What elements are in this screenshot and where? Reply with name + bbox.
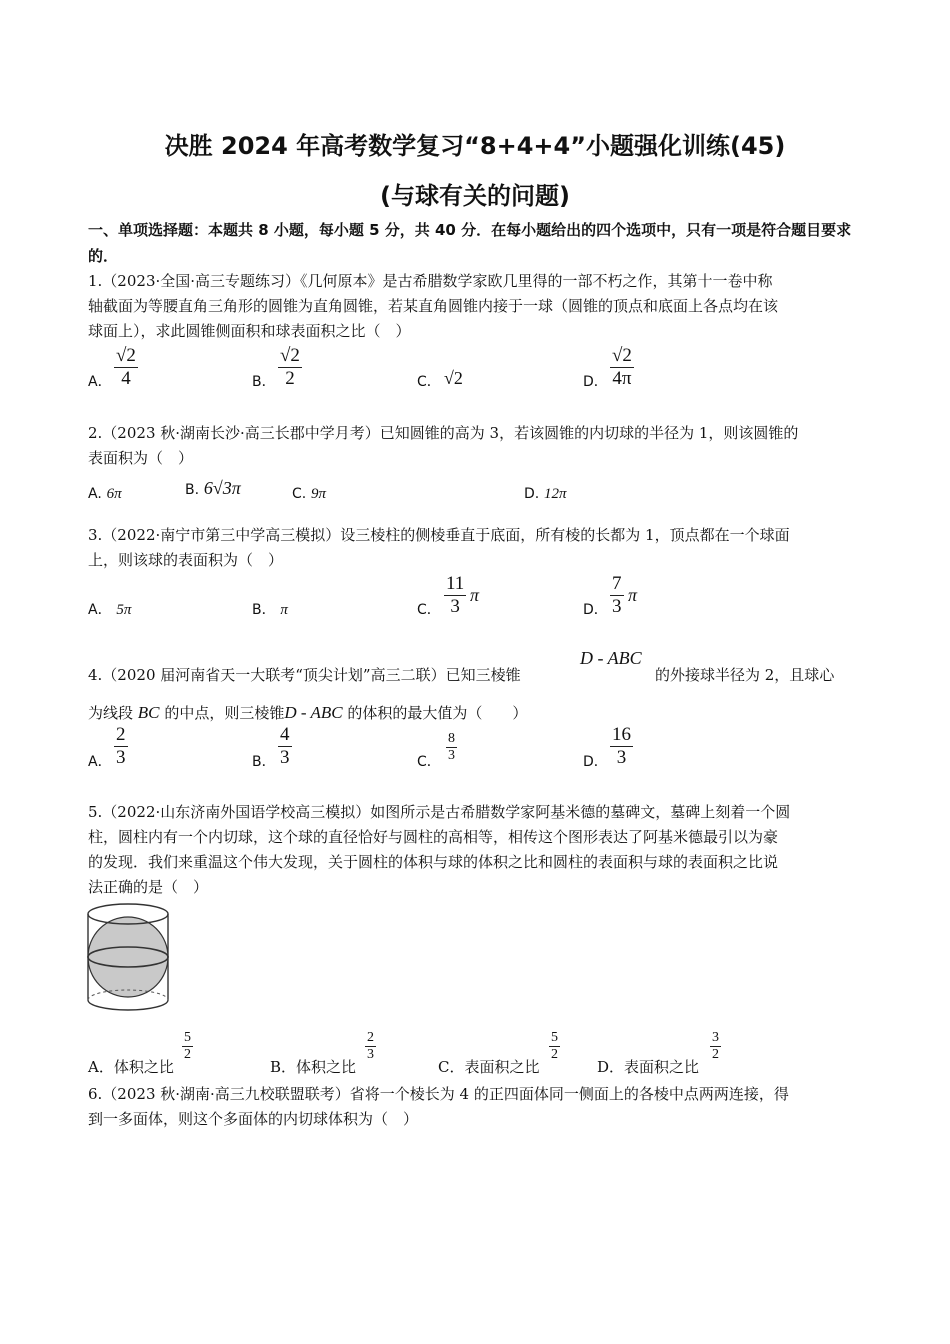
section-heading: 一、单项选择题：本题共 8 小题，每小题 5 分，共 40 分．在每小题给出的四个选项中，只有一项是符合题目要求的． xyxy=(88,221,852,265)
q3-line-2: 上，则该球的表面积为（ ） xyxy=(88,551,284,569)
q1-line-1: 1.（2023·全国·高三专题练习）《几何原本》是古希腊数学家欧几里得的一部不朽之作，其第十一卷中称 xyxy=(88,272,773,290)
q2-option-b[interactable]: B. 6√3π xyxy=(185,478,241,498)
q4-option-a-value: $\frac{2}{3}$ xyxy=(116,724,126,768)
q1-option-c-value: √2 xyxy=(444,368,463,388)
q5-option-d-value: $\frac{3}{2}$ xyxy=(712,1030,719,1062)
q5-line-1: 5.（2022·山东济南外国语学校高三模拟）如图所示是古希腊数学家阿基米德的墓碑文，墓碑上刻着一个圆 xyxy=(88,803,791,821)
q2-option-d[interactable]: D. 12π xyxy=(524,486,567,502)
q4-option-b-label[interactable]: B． xyxy=(252,754,276,770)
q4-option-b-value: $\frac{4}{3}$ xyxy=(280,724,290,768)
q6-line-2: 到一多面体，则这个多面体的内切球体积为（ ） xyxy=(88,1110,419,1128)
q5-option-a-label[interactable]: A．体积之比 xyxy=(88,1058,174,1076)
q5-option-b-value: $\frac{2}{3}$ xyxy=(367,1030,374,1062)
page-title: 决胜 2024 年高考数学复习“8+4+4”小题强化训练(45) xyxy=(164,132,786,160)
q4-expression-1: D - ABC xyxy=(580,648,642,668)
q3-option-d-fraction: $\frac{7}{3}$ xyxy=(612,573,622,617)
q4-line-2: 为线段 BC 的中点，则三棱锥D - ABC 的体积的最大值为（ ） xyxy=(88,703,528,722)
q2-option-c[interactable]: C. 9π xyxy=(292,486,327,502)
q4-option-c-label[interactable]: C． xyxy=(417,754,441,770)
q1-option-b-value: $\frac{√2}{2}$ xyxy=(280,345,300,389)
q5-option-c-label[interactable]: C．表面积之比 xyxy=(438,1058,540,1076)
q2-line-2: 表面积为（ ） xyxy=(88,449,194,467)
q3-option-c-fraction: $\frac{11}{3}$ xyxy=(446,573,465,617)
q4-option-d-value: $\frac{16}{3}$ xyxy=(612,724,631,768)
q5-option-d-label[interactable]: D．表面积之比 xyxy=(597,1058,700,1076)
q3-option-b[interactable]: B． π xyxy=(252,602,288,618)
q6-line-1: 6.（2023 秋·湖南·高三九校联盟联考）省将一个棱长为 4 的正四面体同一侧面上的各棱中点两两连接，得 xyxy=(88,1085,789,1103)
q4-line-1: 4.（2020 届河南省天一大联考“顶尖计划”高三二联）已知三棱锥 xyxy=(88,666,521,684)
q3-option-a[interactable]: A． 5π xyxy=(88,602,132,618)
q5-line-4: 法正确的是（ ） xyxy=(88,878,209,896)
q3-option-d-pi: π xyxy=(628,585,638,605)
q4-option-a-label[interactable]: A． xyxy=(88,754,112,770)
q1-line-3: 球面上），求此圆锥侧面积和球表面积之比（ ） xyxy=(88,322,411,340)
q3-option-d-label[interactable]: D． xyxy=(583,602,608,618)
q5-option-b-label[interactable]: B．体积之比 xyxy=(270,1058,357,1076)
q3-line-1: 3.（2022·南宁市第三中学高三模拟）设三棱柱的侧棱垂直于底面，所有棱的长都为 1，顶点都在一个球面 xyxy=(88,526,790,544)
q1-option-d-value: $\frac{√2}{4\pi}$ xyxy=(612,345,632,389)
q1-option-d-label[interactable]: D． xyxy=(583,374,608,390)
q2-line-1: 2.（2023 秋·湖南长沙·高三长郡中学月考）已知圆锥的高为 3，若该圆锥的内切球的半径为 1，则该圆锥的 xyxy=(88,424,799,442)
q1-option-b-label[interactable]: B． xyxy=(252,374,276,390)
cylinder-sphere-figure xyxy=(84,902,174,1017)
q2-option-a[interactable]: A. 6π xyxy=(88,486,122,502)
page-subtitle: (与球有关的问题) xyxy=(380,182,570,210)
q4-option-d-label[interactable]: D． xyxy=(583,754,608,770)
q5-option-a-value: $\frac{5}{2}$ xyxy=(184,1030,191,1062)
q3-option-c-label[interactable]: C． xyxy=(417,602,441,618)
q4-line-1-end: 的外接球半径为 2，且球心 xyxy=(655,666,835,684)
q3-option-c-pi: π xyxy=(470,585,480,605)
q5-line-3: 的发现．我们来重温这个伟大发现，关于圆柱的体积与球的体积之比和圆柱的表面积与球的表面积之比说 xyxy=(88,853,779,871)
q1-option-c-label[interactable]: C． xyxy=(417,374,441,390)
q1-line-2: 轴截面为等腰直角三角形的圆锥为直角圆锥，若某直角圆锥内接于一球（圆锥的顶点和底面上各点均在该 xyxy=(88,297,779,315)
q5-option-c-value: $\frac{5}{2}$ xyxy=(551,1030,558,1062)
q5-line-2: 柱，圆柱内有一个内切球，这个球的直径恰好与圆柱的高相等，相传这个图形表达了阿基米德最引以为豪 xyxy=(88,828,779,846)
q1-option-a-value: $\frac{√2}{4}$ xyxy=(116,345,136,389)
q4-option-c-value: $\frac{8}{3}$ xyxy=(448,731,455,763)
q1-option-a-label[interactable]: A． xyxy=(88,374,112,390)
